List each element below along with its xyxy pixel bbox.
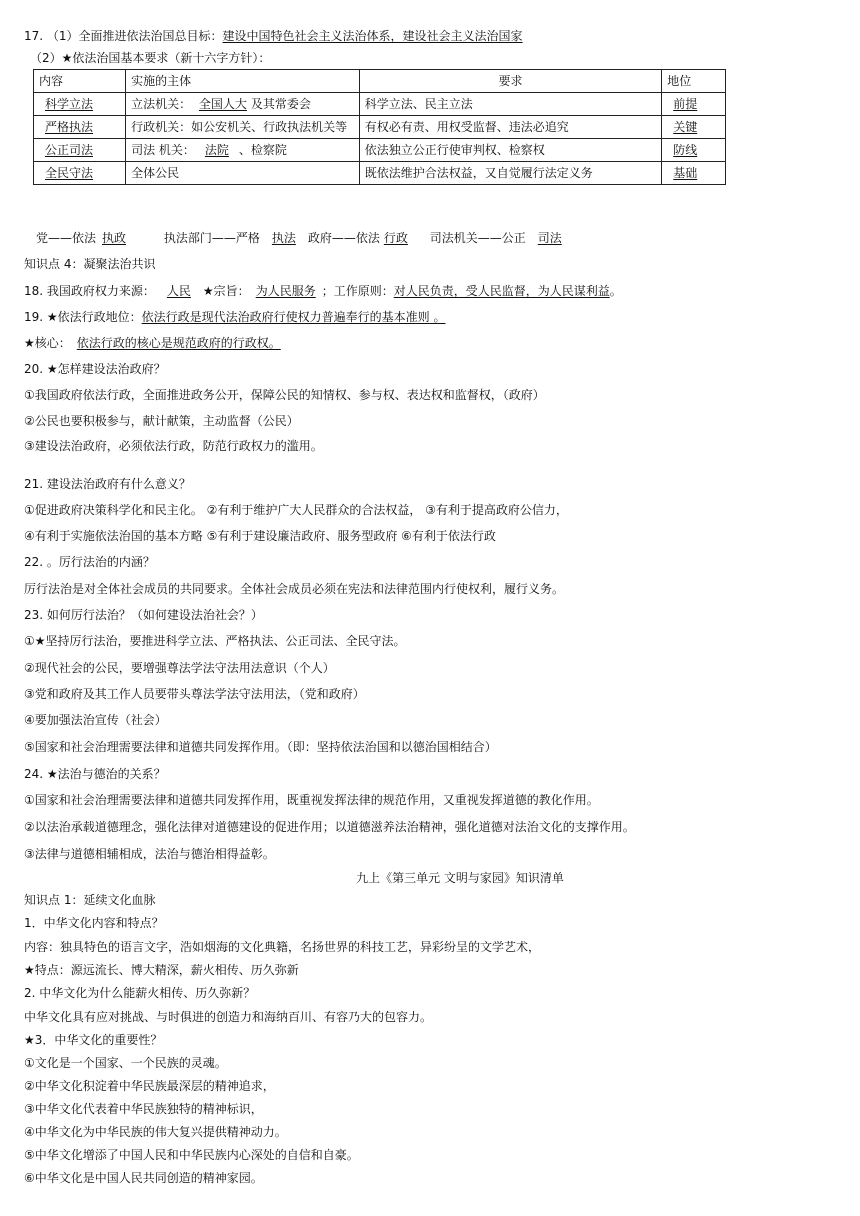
table-cell: 科学立法 [45, 97, 94, 111]
list-item: ①★坚持厉行法治，要推进科学立法、严格执法、公正司法、全民守法。 [24, 634, 406, 648]
list-item: ④要加强法治宣传（社会） [24, 713, 167, 727]
table-cell: 全民守法 [45, 166, 94, 180]
list-item: ④中华文化为中华民族的伟大复兴提供精神动力。 [24, 1125, 287, 1139]
table-cell: 科学立法、民主立法 [359, 93, 661, 116]
table-header: 地位 [662, 70, 726, 93]
table-cell: 基础 [673, 166, 698, 180]
unit-title: 九上《第三单元 文明与家园》知识清单 [356, 871, 564, 885]
list-item: ⑤中华文化增添了中国人民和中华民族内心深处的自信和自豪。 [24, 1148, 359, 1162]
s18-line: 18. 我国政府权力来源： 人民 ★宗旨： 为人民服务 ；工作原则：对人民负责，受人民监督，为人民谋利益。 [24, 284, 622, 298]
table-header-row [34, 70, 726, 93]
c1-feature: ★特点：源远流长、博大精深，薪火相传、历久弥新 [24, 963, 299, 977]
c2-title: 2. 中华文化为什么能薪火相传、历久弥新？ [24, 986, 256, 1000]
table-row [34, 162, 726, 185]
table-cell: 公正司法 [45, 143, 94, 157]
s24-title: 24. ★法治与德治的关系？ [24, 767, 166, 781]
list-item: ①我国政府依法行政，全面推进政务公开，保障公民的知情权、参与权、表达权和监督权，（政府） [24, 388, 545, 402]
knowledge-point-4: 知识点 4：凝聚法治共识 [24, 257, 156, 271]
table-cell: 行政机关：如公安机关、行政执法机关等 [126, 116, 360, 139]
list-item: ①国家和社会治理需要法律和道德共同发挥作用，既重视发挥法律的规范作用，又重视发挥道德的教化作用。 [24, 793, 599, 807]
list-item: ③中华文化代表着中华民族独特的精神标识， [24, 1102, 263, 1116]
table-row [34, 116, 726, 139]
summary-line: 党——依法 执政 执法部门——严格 执法 政府——依法 行政 司法机关——公正 司法 [36, 231, 562, 245]
list-item: ②公民也要积极参与，献计献策，主动监督（公民） [24, 414, 299, 428]
table-cell: 关键 [673, 120, 698, 134]
list-item: ③建设法治政府，必须依法行政，防范行政权力的滥用。 [24, 439, 323, 453]
table-header: 要求 [359, 70, 661, 93]
list-item: ①文化是一个国家、一个民族的灵魂。 [24, 1056, 227, 1070]
list-item: ②中华文化积淀着中华民族最深层的精神追求， [24, 1079, 275, 1093]
table-cell: 严格执法 [45, 120, 94, 134]
table-cell: 防线 [673, 143, 698, 157]
s23-title: 23. 如何厉行法治？（如何建设法治社会？） [24, 608, 263, 622]
s21-title: 21. 建设法治政府有什么意义？ [24, 477, 191, 491]
list-item: ③法律与道德相辅相成，法治与德治相得益彰。 [24, 847, 275, 861]
table-cell: 全体公民 [126, 162, 360, 185]
table-header: 内容 [34, 70, 126, 93]
table-cell: 既依法维护合法权益，又自觉履行法定义务 [359, 162, 661, 185]
c3-title: ★3．中华文化的重要性？ [24, 1033, 163, 1047]
rule-of-law-table [33, 69, 726, 185]
table-row: 科学立法 立法机关： 全国人大 及其常委会 科学立法、民主立法 前提 [34, 93, 726, 116]
c1-title: 1．中华文化内容和特点？ [24, 916, 164, 930]
s17-goal: 17. （1）全面推进依法治国总目标：建设中国特色社会主义法治体系，建设社会主义法治国家 [24, 29, 523, 43]
c2-text: 中华文化具有应对挑战、与时俱进的创造力和海纳百川、有容乃大的包容力。 [24, 1010, 433, 1024]
c1-content: 内容：独具特色的语言文字，浩如烟海的文化典籍，名扬世界的科技工艺，异彩纷呈的文学艺术， [24, 940, 541, 954]
knowledge-point-1: 知识点 1：延续文化血脉 [24, 893, 156, 907]
list-item: ②以法治承载道德理念，强化法律对道德建设的促进作用；以道德滋养法治精神，强化道德对法治文化的支撑作用。 [24, 820, 635, 834]
table-cell: 有权必有责、用权受监督、违法必追究 [359, 116, 661, 139]
table-row: 公正司法 司法 机关： 法院 、检察院 依法独立公正行使审判权、检察权 防线 [34, 139, 726, 162]
list-item: ⑥中华文化是中国人民共同创造的精神家园。 [24, 1171, 263, 1185]
s17-requirements-heading: （2）★依法治国基本要求（新十六字方针）： [30, 51, 271, 65]
s22-title: 22. 。厉行法治的内涵？ [24, 555, 155, 569]
list-item: ①促进政府决策科学化和民主化。 ②有利于维护广大人民群众的合法权益， ③有利于提高政府公信力， [24, 503, 568, 517]
list-item: ⑤国家和社会治理需要法律和道德共同发挥作用。（即：坚持依法治国和以德治国相结合） [24, 740, 497, 754]
table-cell: 前提 [673, 97, 698, 111]
table-header: 实施的主体 [126, 70, 360, 93]
table-cell: 依法独立公正行使审判权、检察权 [359, 139, 661, 162]
s22-text: 厉行法治是对全体社会成员的共同要求。全体社会成员必须在宪法和法律范围内行使权利，履行义务。 [24, 582, 565, 596]
list-item: ④有利于实施依法治国的基本方略 ⑤有利于建设廉洁政府、服务型政府 ⑥有利于依法行政 [24, 529, 496, 543]
s19-line: 19. ★依法行政地位：依法行政是现代法治政府行使权力普遍奉行的基本准则 。 [24, 310, 446, 324]
list-item: ③党和政府及其工作人员要带头尊法学法守法用法，（党和政府） [24, 687, 365, 701]
core-line: ★核心： 依法行政的核心是规范政府的行政权。 [24, 336, 281, 350]
s20-title: 20. ★怎样建设法治政府？ [24, 362, 166, 376]
list-item: ②现代社会的公民，要增强尊法学法守法用法意识（个人） [24, 661, 335, 675]
